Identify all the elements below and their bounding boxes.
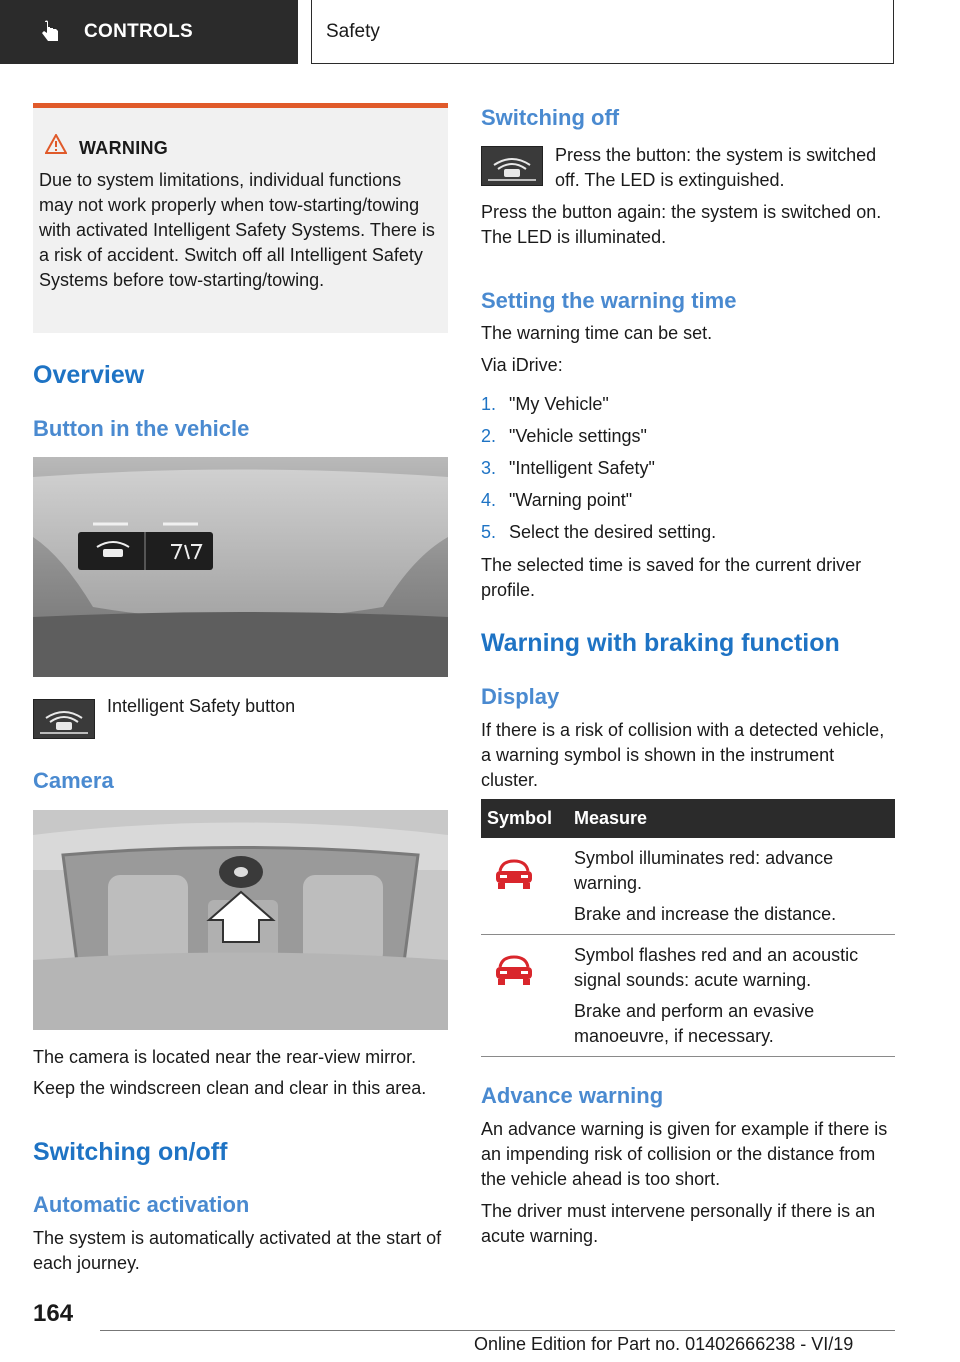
column-header-measure: Measure — [574, 808, 648, 828]
step-number: 1. — [481, 394, 497, 414]
switching-off-text-2: Press the button again: the system is switched on. The LED is illuminated. — [481, 202, 882, 247]
section-title: CONTROLS — [84, 21, 194, 42]
switching-off-heading: Switching off — [481, 105, 620, 130]
warning-triangle-icon — [45, 134, 67, 154]
warning-title: WARNING — [79, 138, 169, 158]
step-number: 4. — [481, 490, 497, 510]
list-item — [481, 520, 895, 552]
warning-time-text-3: The selected time is saved for the current driver profile. — [481, 555, 862, 600]
warning-time-text-2: Via iDrive: — [481, 355, 563, 375]
display-heading: Display — [481, 684, 560, 709]
advance-warning-text-2: The driver must intervene personally if there is an acute warning. — [481, 1201, 876, 1246]
page-number: 164 — [33, 1300, 74, 1327]
measure-text: Brake and increase the distance. — [574, 904, 837, 924]
warning-time-text-1: The warning time can be set. — [481, 323, 713, 343]
auto-activation-text: The system is automatically activated at the start of each journey. — [33, 1228, 442, 1273]
step-number: 2. — [481, 426, 497, 446]
list-item — [481, 424, 895, 456]
measure-text: Symbol illuminates red: advance warning. — [574, 848, 834, 893]
symbol-table — [481, 799, 895, 1057]
footer-divider — [100, 1330, 895, 1331]
list-item — [481, 488, 895, 520]
step-text: "Warning point" — [509, 490, 633, 510]
warning-box — [33, 103, 448, 333]
pointing-hand-icon — [38, 19, 64, 45]
measure-text: Brake and perform an evasive manoeuvre, if necessary. — [574, 1001, 815, 1046]
overview-heading: Overview — [33, 361, 145, 389]
car-warning-red-icon — [490, 857, 538, 893]
measure-text: Symbol flashes red and an acoustic signal sounds: acute warning. — [574, 945, 859, 990]
table-header — [481, 799, 895, 838]
list-item — [481, 456, 895, 488]
warning-time-heading: Setting the warning time — [481, 288, 737, 313]
list-item — [481, 392, 895, 424]
camera-heading: Camera — [33, 768, 114, 793]
step-text: Select the desired setting. — [509, 522, 717, 542]
button-photo — [33, 457, 448, 677]
button-caption: Intelligent Safety button — [107, 696, 296, 716]
advance-warning-heading: Advance warning — [481, 1083, 664, 1108]
column-header-symbol: Symbol — [487, 808, 553, 828]
section-tab — [0, 0, 298, 64]
switching-heading: Switching on/off — [33, 1138, 228, 1166]
table-row — [481, 935, 895, 1057]
idrive-steps-list — [481, 392, 895, 552]
display-text: If there is a risk of collision with a detected vehicle, a warning symbol is shown in the instrument cluster. — [481, 720, 885, 790]
braking-heading: Warning with braking function — [481, 629, 840, 657]
button-heading: Button in the vehicle — [33, 416, 250, 441]
intelligent-safety-button-icon — [33, 699, 95, 739]
step-number: 3. — [481, 458, 497, 478]
camera-text-2: Keep the windscreen clean and clear in this area. — [33, 1078, 427, 1098]
car-warning-red-icon — [490, 953, 538, 989]
advance-warning-text-1: An advance warning is given for example if there is an impending risk of collision or the distance from the vehicle ahead is too short. — [481, 1119, 888, 1189]
switching-off-text-1: Press the button: the system is switched off. The LED is extinguished. — [555, 145, 877, 190]
table-row — [481, 838, 895, 935]
step-number: 5. — [481, 522, 497, 542]
camera-text-1: The camera is located near the rear-view mirror. — [33, 1047, 417, 1067]
edition-text: Online Edition for Part no. 01402666238 - VI/19 — [474, 1334, 854, 1354]
step-text: "My Vehicle" — [509, 394, 609, 414]
warning-text: Due to system limitations, individual functions may not work properly when tow-starting/towing with activated Intelligent Safety Systems. There is a risk of accident. Switch off all Intelligent Safety Systems before tow-starting/towing. — [39, 170, 435, 290]
intelligent-safety-button-icon — [481, 146, 543, 186]
camera-photo — [33, 810, 448, 1030]
chapter-tab — [311, 0, 894, 64]
auto-activation-heading: Automatic activation — [33, 1192, 250, 1217]
step-text: "Intelligent Safety" — [509, 458, 655, 478]
chapter-title: Safety — [326, 20, 380, 42]
step-text: "Vehicle settings" — [509, 426, 647, 446]
